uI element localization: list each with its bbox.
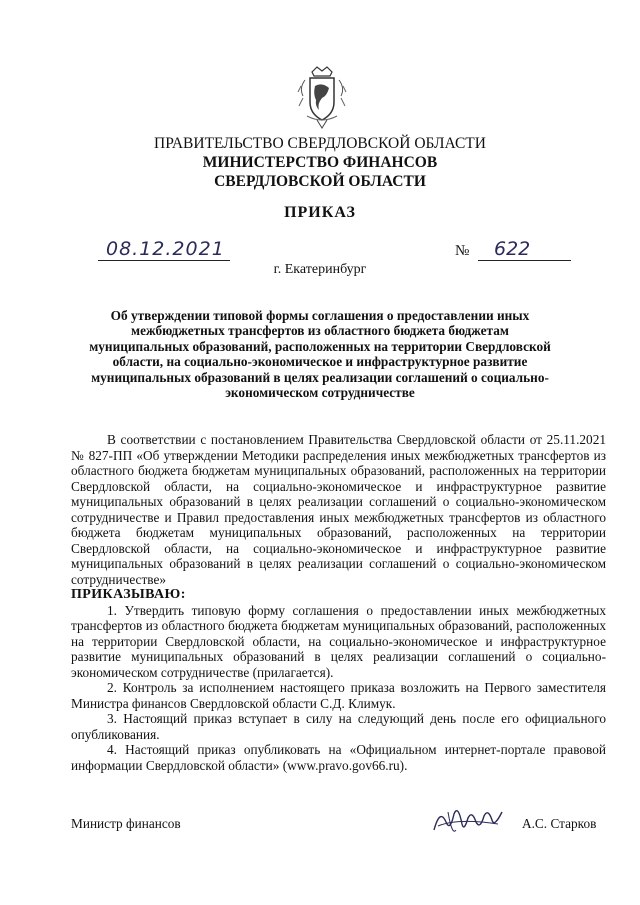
issue-city: г. Екатеринбург xyxy=(273,262,367,277)
signer-name: А.С. Старков xyxy=(522,816,597,831)
signer-position: Министр финансов xyxy=(71,816,181,831)
preamble-paragraph: В соответствии с постановлением Правительства Свердловской области от 25.11.2021 № 827-ПП «Об утверждении Методики распределения иных межбюджетных трансфертов из областного бюджета бюджетам муниципальных образований, расположенных на территории Свердловской области, на социально-экономическое и инфраструктурное развитие муниципальных образований в целях реализации соглашений о социально-экономическом сотрудничестве и Правил предоставления иных межбюджетных трансфертов из областного бюджета бюджетам муниципальных образований, расположенных на территории Свердловской области, на социально-экономическое и инфраструктурное развитие муниципальных образований в целях реализации соглашений о социально-экономическом сотрудничестве» xyxy=(71,432,606,587)
order-date-field xyxy=(98,232,230,261)
government-name: ПРАВИТЕЛЬСТВО СВЕРДЛОВСКОЙ ОБЛАСТИ xyxy=(154,135,486,152)
region-name: СВЕРДЛОВСКОЙ ОБЛАСТИ xyxy=(214,173,426,190)
order-number: 622 xyxy=(494,238,531,260)
document-type-title: ПРИКАЗ xyxy=(284,204,356,221)
order-item-1: 1. Утвердить типовую форму соглашения о предоставлении иных межбюджетных трансфертов из областного бюджета бюджетам муниципальных образований, расположенных на территории Свердловской области, на социально-экономическое и инфраструктурное развитие муниципальных образований в целях реализации соглашений о социально-экономическом сотрудничестве (прилагается). xyxy=(71,602,606,680)
order-item-2: 2. Контроль за исполнением настоящего приказа возложить на Первого заместителя Министра финансов Свердловской области С.Д. Климук. xyxy=(71,680,606,711)
coat-of-arms-emblem xyxy=(297,66,347,130)
order-subject: Об утверждении типовой формы соглашения о предоставлении иных межбюджетных трансфертов из областного бюджета бюджетам муниципальных образований, расположенных на территории Свердловской области, на социально-экономическое и инфраструктурное развитие муниципальных образований в целях реализации соглашений о социально-экономическом сотрудничестве xyxy=(89,308,551,401)
order-item-3: 3. Настоящий приказ вступает в силу на следующий день после его официального опубликования. xyxy=(71,711,606,742)
ministry-name: МИНИСТЕРСТВО ФИНАНСОВ xyxy=(202,154,438,171)
order-word: ПРИКАЗЫВАЮ: xyxy=(71,587,186,602)
order-number-field xyxy=(478,232,571,261)
order-item-4: 4. Настоящий приказ опубликовать на «Официальном интернет-портале правовой информации Свердловской области» (www.pravo.gov66.ru). xyxy=(71,742,606,773)
order-number-label: № xyxy=(455,243,470,259)
issuer-header xyxy=(0,134,640,191)
order-body xyxy=(71,432,606,773)
order-date: 08.12.2021 xyxy=(106,238,225,260)
handwritten-signature xyxy=(428,800,508,840)
